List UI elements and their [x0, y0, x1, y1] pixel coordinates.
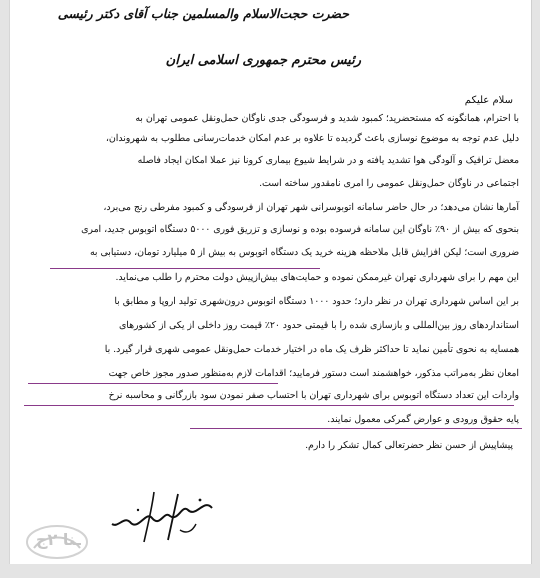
body-line: بر این اساس شهرداری تهران در نظر دارد؛ حدود ۱۰۰۰ دستگاه اتوبوس درون‌شهری تولید اروپا و مطابق با [114, 296, 519, 307]
body-line: امعان نظر به‌مراتب مذکور، خواهشمند است دستور فرمایید؛ اقدامات لازم به‌منظور صدور مجوز خاص جهت [108, 368, 519, 379]
body-line: پایه حقوق ورودی و عوارض گمرکی معمول نمایند. [327, 414, 519, 425]
handwritten-underline [50, 268, 320, 269]
body-line: اجتماعی در ناوگان حمل‌ونقل عمومی را امری نامقدور ساخته است. [259, 178, 519, 189]
body-line: آمارها نشان می‌دهد؛ در حال حاضر سامانه اتوبوسرانی شهر تهران از فرسودگی و کمبود مفرطی رنج می‌برد، [103, 202, 519, 213]
body-line: بنحوی که بیش از ۹۰٪ ناوگان این سامانه فرسوده بوده و نوسازی و تزریق فوری ۵۰۰۰ دستگاه اتوبوس جدید، امری [81, 224, 519, 235]
body-line: استانداردهای روز بین‌المللی و بازسازی شده را با قیمتی حدود ۲۰٪ قیمت روز داخلی از یکی از کشورهای [119, 320, 519, 331]
handwritten-signature [108, 488, 218, 546]
handwritten-underline [28, 383, 278, 384]
body-line: این مهم را برای شهرداری تهران غیرممکن نموده و حمایت‌های بیش‌ازپیش دولت محترم را طلب می‌نماید. [115, 272, 519, 283]
body-line: ضروری است؛ لیکن افزایش قابل ملاحظه هزینه خرید یک دستگاه اتوبوس به بیش از ۵ میلیارد تومان، دستیابی به [89, 247, 519, 258]
body-line: پیشاپیش از حسن نظر حضرتعالی کمال تشکر را دارم. [305, 440, 513, 451]
handwritten-underline [24, 405, 514, 406]
body-line: معضل ترافیک و آلودگی هوا تشدید یافته و در شرایط شیوع بیماری کرونا نیز عملا امکان ایجاد فاصله [137, 155, 519, 166]
handwritten-underline [190, 428, 522, 429]
body-line: واردات این تعداد دستگاه اتوبوس برای شهرداری تهران با احتساب صفر نمودن سود بازرگانی و محاسبه نرخ [108, 390, 519, 401]
watermark-logo-text: ـنا ۲ج [36, 530, 81, 549]
body-line: دلیل عدم توجه به موضوع نوسازی باعث گردیده تا علاوه بر عدم امکان خدمات‌رسانی مطلوب به شهروندان، [105, 133, 519, 144]
body-line: همسایه به نحوی تأمین نماید تا حداکثر ظرف یک ماه در اختیار خدمات حمل‌ونقل عمومی شهری قرار گیرد. با [104, 344, 519, 355]
news-agency-watermark-logo [22, 522, 92, 562]
body-line: با احترام، همانگونه که مستحضرید؛ کمبود شدید و فرسودگی جدی ناوگان حمل‌ونقل عمومی تهران به [135, 113, 519, 124]
recipient-title: رئیس محترم جمهوری اسلامی ایران [165, 53, 361, 68]
addressee-line: حضرت حجت‌الاسلام والمسلمین جناب آقای دکتر رئیسی [57, 6, 349, 21]
letter-page [9, 0, 532, 564]
salutation: سلام علیکم [464, 95, 513, 106]
